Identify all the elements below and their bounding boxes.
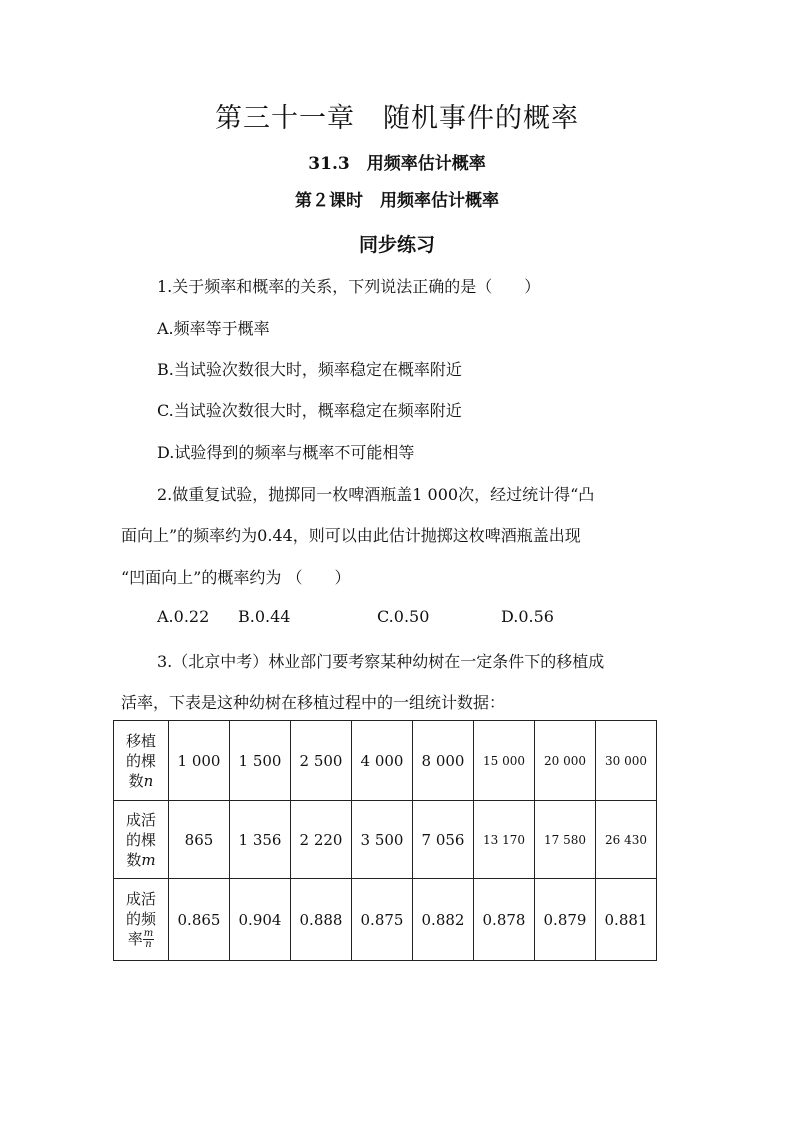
table-cell: 17 580 [535, 801, 596, 879]
table-row [114, 721, 657, 801]
table-row [114, 801, 657, 879]
table-cell: 2 500 [291, 721, 352, 801]
section-number: 31.3 用频率估计概率 [308, 154, 486, 174]
table-cell: 0.878 [474, 879, 535, 961]
table-cell: 865 [169, 801, 230, 879]
q2-line2: 面向上”的频率约为0.44，则可以由此估计抛掷这枚啤酒瓶盖出现 [121, 526, 581, 545]
q1-option-d: D.试验得到的频率与概率不可能相等 [157, 443, 415, 462]
row-header-survival-rate: 成活 的频 率 $\frac{m}{n}$ [114, 879, 169, 961]
table-row [114, 879, 657, 961]
q1-option-c: C.当试验次数很大时，概率稳定在频率附近 [157, 401, 462, 420]
table-cell: 26 430 [596, 801, 657, 879]
q2-options [157, 607, 554, 626]
table-cell: 20 000 [535, 721, 596, 801]
row-header-survived: 成活 的棵 数m [114, 801, 169, 879]
table-cell: 13 170 [474, 801, 535, 879]
q2-option-c: C.0.50 [377, 607, 430, 626]
table-cell: 1 000 [169, 721, 230, 801]
table-cell: 0.865 [169, 879, 230, 961]
table-cell: 4 000 [352, 721, 413, 801]
table-cell: 1 356 [230, 801, 291, 879]
chapter-title: 第三十一章 随机事件的概率 [215, 103, 579, 134]
q2-option-a: A.0.22 [157, 607, 210, 626]
q2-option-b: B.0.44 [238, 607, 291, 626]
table-cell: 0.882 [413, 879, 474, 961]
table-cell: 1 500 [230, 721, 291, 801]
q3-line2: 活率，下表是这种幼树在移植过程中的一组统计数据： [121, 693, 506, 712]
q1-option-b: B.当试验次数很大时，频率稳定在概率附近 [157, 360, 462, 379]
exercise-title: 同步练习 [358, 234, 435, 256]
table-cell: 0.881 [596, 879, 657, 961]
q2-line3: “凹面向上”的概率约为 （ ） [121, 568, 351, 587]
transplant-data-table [113, 720, 657, 961]
table-cell: 0.875 [352, 879, 413, 961]
table-cell: 8 000 [413, 721, 474, 801]
lesson-title: 第２课时 用频率估计概率 [295, 191, 499, 211]
table-cell: 15 000 [474, 721, 535, 801]
table-cell: 0.904 [230, 879, 291, 961]
q1-stem: 1.关于频率和概率的关系，下列说法正确的是（ ） [157, 277, 541, 296]
table-cell: 0.888 [291, 879, 352, 961]
table-cell: 3 500 [352, 801, 413, 879]
table-cell: 7 056 [413, 801, 474, 879]
q3-line1: 3.（北京中考）林业部门要考察某种幼树在一定条件下的移植成 [157, 652, 605, 671]
q2-option-d: D.0.56 [501, 607, 554, 626]
q2-line1: 2.做重复试验，抛掷同一枚啤酒瓶盖1 000次，经过统计得“凸 [157, 485, 595, 504]
table-cell: 2 220 [291, 801, 352, 879]
q1-option-a: A.频率等于概率 [157, 319, 270, 338]
fraction-m-over-n: $\frac{m}{n}$ [143, 928, 154, 951]
table-cell: 30 000 [596, 721, 657, 801]
row-header-planted: 移植 的棵 数n [114, 721, 169, 801]
table-cell: 0.879 [535, 879, 596, 961]
